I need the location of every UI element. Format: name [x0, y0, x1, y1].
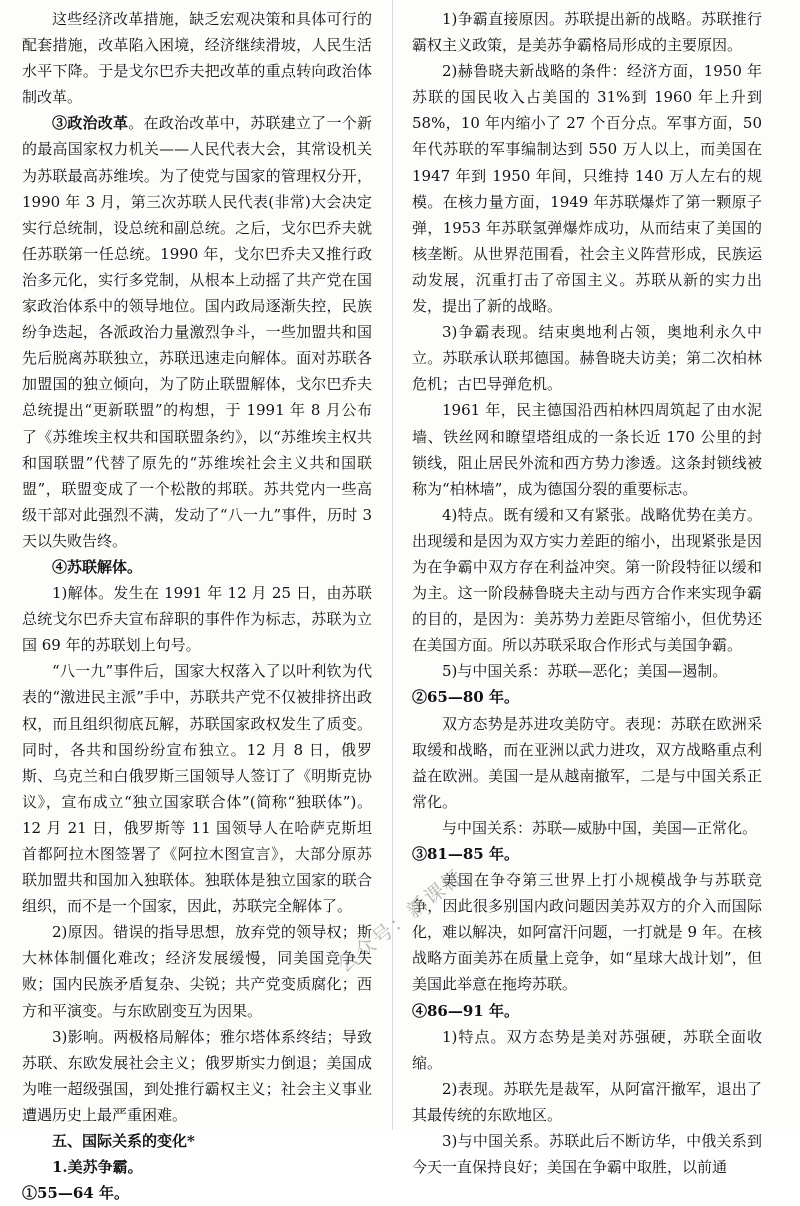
left-column	[22, 6, 372, 1206]
paragraph-khrushchev-conditions: 2)赫鲁晓夫新战略的条件：经济方面，1950 年苏联的国民收入占美国的 31%到 1960 年上升到 58%，10 年内缩小了 27 个百分点。军事方面，50 年代苏联的军事编制达到 550 万人以上，而美国在 1947 年到 1950 年间，只维持 140 万人左右的规模。在核力量方面，1949 年苏联爆炸了第一颗原子弹，1953 年苏联氢弹爆炸成功，从而结束了美国的核垄断。从世界范围看，社会主义阵营形成，民族运动发展，沉重打击了帝国主义。苏联从新的实力出发，提出了新的战略。	[412, 62, 762, 316]
paragraph-period2-posture: 双方态势是苏进攻美防守。表现：苏联在欧洲采取缓和战略，而在亚洲以武力进攻，双方战略重点利益在欧洲。美国一是从越南撤军，二是与中国关系正常化。	[412, 714, 762, 811]
paragraph-china-relations-1: 5)与中国关系：苏联—恶化；美国—遏制。	[442, 662, 728, 681]
paragraph-economic-reform: 这些经济改革措施，缺乏宏观决策和具体可行的配套措施，改革陷入困境，经济继续滑坡，人民生活水平下降。于是戈尔巴乔夫把改革的重点转向政治体制改革。	[22, 10, 372, 107]
paragraph-direct-cause: 1)争霸直接原因。苏联提出新的战略。苏联推行霸权主义政策，是美苏争霸格局形成的主要原因。	[412, 10, 762, 55]
paragraph-characteristics: 4)特点。既有缓和又有紧张。战略优势在美方。出现缓和是因为双方实力差距的缩小，出现紧张是因为在争霸中双方存在利益冲突。第一阶段特征以缓和为主。这一阶段赫鲁晓夫主动与西方合作来实现争霸的目的，是因为：美苏势力差距尽管缩小，但优势还在美国方面。所以苏联采取合作形式与美国争霸。	[412, 505, 762, 655]
heading-period-86-91: ④86—91 年。	[412, 1001, 519, 1020]
paragraph-rivalry-manifestations: 3)争霸表现。结束奥地利占领，奥地利永久中立。苏联承认联邦德国。赫鲁晓夫访美；第二次柏林危机；古巴导弹危机。	[412, 323, 762, 394]
paragraph-impact: 3)影响。两极格局解体；雅尔塔体系终结；导致苏联、东欧发展社会主义；俄罗斯实力倒退；美国成为唯一超级强国，到处推行霸权主义；社会主义事业遭遇历史上最严重困难。	[22, 1027, 372, 1124]
paragraph-berlin-wall: 1961 年，民主德国沿西柏林四周筑起了由水泥墙、铁丝网和瞭望塔组成的一条长近 170 公里的封锁线，阻止居民外流和西方势力渗透。这条封锁线被称为“柏林墙”，成为德国分裂的重要标志。	[412, 401, 762, 498]
heading-us-soviet-rivalry: 1.美苏争霸。	[52, 1158, 143, 1177]
heading-period-81-85: ③81—85 年。	[412, 845, 519, 863]
paragraph-dissolution-event: 1)解体。发生在 1991 年 12 月 25 日，由苏联总统戈尔巴乔夫宣布辞职的事件作为标志，苏联为立国 69 年的苏联划上句号。	[22, 584, 372, 655]
heading-section-five: 五、国际关系的变化*	[52, 1132, 195, 1151]
paragraph-period3-competition: 美国在争夺第三世界上打小规模战争与苏联竞争，因此很多别国内政问题因美苏双方的介入而国际化，难以解决，如阿富汗问题，一打就是 9 年。在核战略方面美苏在质量上竞争，如“星球大战计划”，但美国此举意在拖垮苏联。	[412, 871, 762, 994]
right-column	[412, 6, 762, 1180]
heading-soviet-dissolution: ④苏联解体。	[52, 557, 143, 576]
paragraph-causes: 2)原因。错误的指导思想，放弃党的领导权；斯大林体制僵化难改；经济发展缓慢，同美国竞争失败；国内民族矛盾复杂、尖锐；共产党变质腐化；西方和平演变。与东欧剧变互为因果。	[22, 923, 372, 1020]
heading-period-55-64: ①55—64 年。	[22, 1184, 129, 1203]
paragraph-period4-china-relations: 3)与中国关系。苏联此后不断访华，中俄关系到今天一直保持良好；美国在争霸中取胜，以前通	[412, 1132, 762, 1177]
paragraph-china-relations-2: 与中国关系：苏联—威胁中国，美国—正常化。	[442, 818, 758, 837]
paragraph-political-reform	[22, 110, 372, 554]
paragraph-aug19-aftermath: “八一九”事件后，国家大权落入了以叶利钦为代表的“激进民主派”手中，苏联共产党不仅被排挤出政权，而且组织彻底瓦解，苏联国家政权发生了质变。同时，各共和国纷纷宣布独立。12 月 8 日，俄罗斯、乌克兰和白俄罗斯三国领导人签订了《明斯克协议》，宣布成立“独立国家联合体”(简称“独联体”)。12 月 21 日，俄罗斯等 11 国领导人在哈萨克斯坦首都阿拉木图签署了《阿拉木图宣言》，大部分原苏联加盟共和国加入独联体。独联体是独立国家的联合组织，而不是一个国家，因此，苏联完全解体了。	[22, 662, 372, 916]
heading-political-reform: ③政治改革	[52, 114, 129, 133]
paragraph-period4-characteristics: 1)特点。双方态势是美对苏强硬，苏联全面收缩。	[412, 1027, 762, 1072]
watermark: 公众号：新课标	[332, 863, 469, 978]
paragraph-period4-manifestations: 2)表现。苏联先是裁军，从阿富汗撤军，退出了其最传统的东欧地区。	[412, 1079, 762, 1124]
heading-period-65-80: ②65—80 年。	[412, 688, 519, 707]
political-reform-text: 。在政治改革中，苏联建立了一个新的最高国家权力机关——人民代表大会，其常设机关为苏联最高苏维埃。为了使党与国家的管理权分开，1990 年 3 月，第三次苏联人民代表(非常)大会决定实行总统制，设总统和副总统。之后，戈尔巴乔夫就任苏联第一任总统。1990 年，戈尔巴乔夫又推行政治多元化，实行多党制，从根本上动摇了共产党在国家政治体系中的领导地位。国内政局逐渐失控，民族纷争迭起，各派政治力量激烈争斗，一些加盟共和国先后脱离苏联独立，苏联迅速走向解体。面对苏联各加盟国的独立倾向，为了防止联盟解体，戈尔巴乔夫总统提出“更新联盟”的构想，于 1991 年 8 月公布了《苏维埃主权共和国联盟条约》，以“苏维埃主权共和国联盟”代替了原先的“苏维埃社会主义共和国联盟”，联盟变成了一个松散的邦联。苏共党内一些高级干部对此强烈不满，发动了“八一九”事件，历时 3 天以失败告终。	[22, 114, 372, 550]
column-divider	[392, 0, 393, 1130]
